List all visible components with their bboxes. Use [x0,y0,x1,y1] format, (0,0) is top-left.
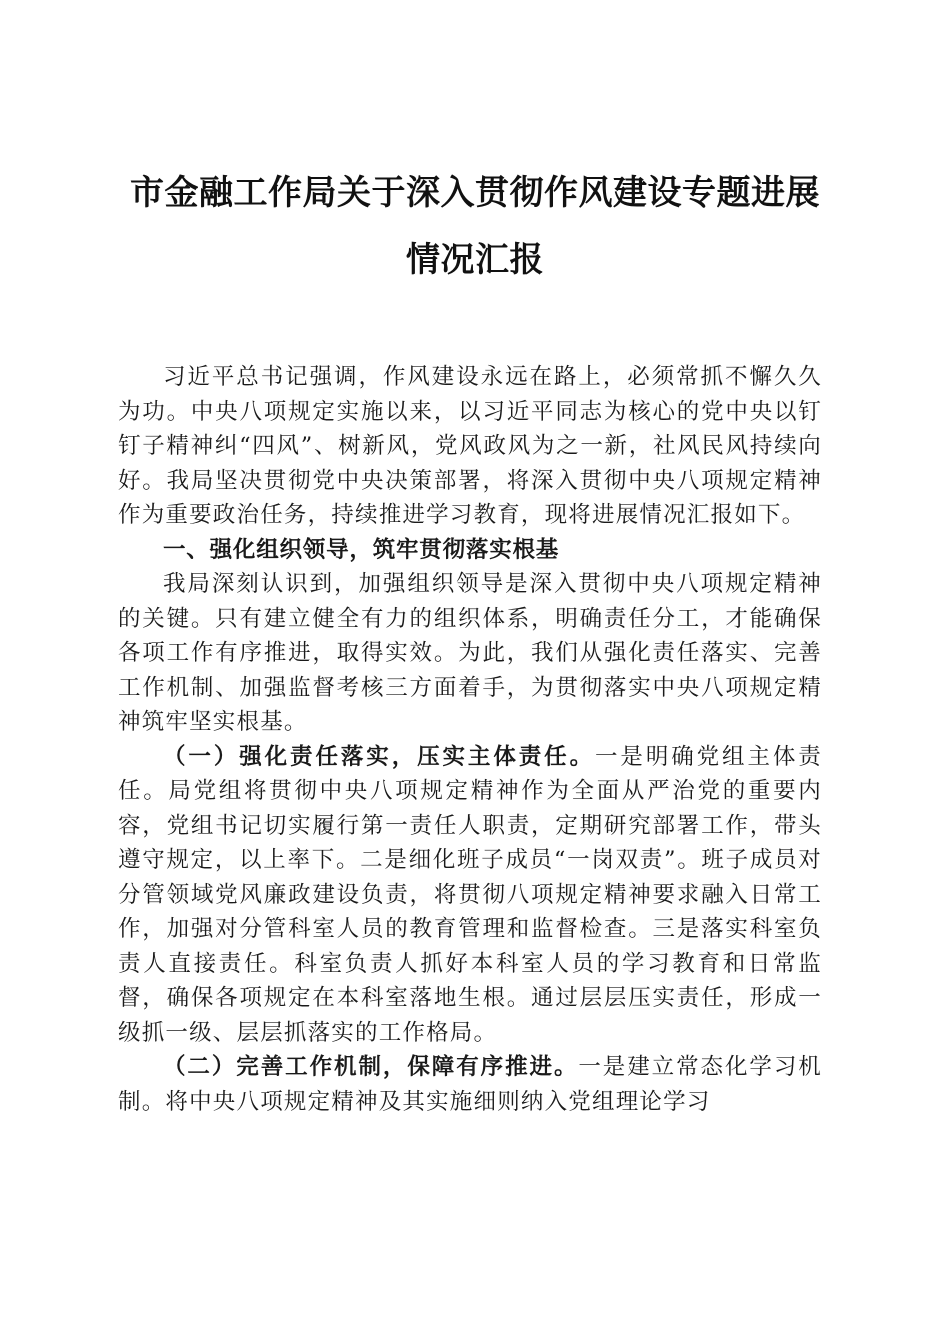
section-1-heading: 一、强化组织领导，筑牢贯彻落实根基 [163,536,560,563]
subsection-2-lead: （二）完善工作机制，保障有序推进。 [163,1054,579,1080]
intro-paragraph: 习近平总书记强调，作风建设永远在路上，必须常抓不懈久久为功。中央八项规定实施以来，以习近平同志为核心的党中央以钉钉子精神纠“四风”、树新风，党风政风为之一新，社风民风持续向好。我局坚决贯彻党中央决策部署，将深入贯彻中央八项规定精神作为重要政治任务，持续推进学习教育，现将进展情况汇报如下。 [118,364,822,528]
document-title-line-1: 市金融工作局关于深入贯彻作风建设专题进展 [130,173,820,213]
document-body [118,360,822,1119]
document-title-line-2: 情况汇报 [406,240,544,280]
subsection-1-lead: （一）强化责任落实，压实主体责任。 [163,743,595,770]
subsection-1-text: 一是明确党组主体责任。局党组将贯彻中央八项规定精神作为全面从严治党的重要内容，党组书记切实履行第一责任人职责，定期研究部署工作，带头遵守规定，以上率下。二是细化班子成员“一岗双责”。班子成员对分管领域党风廉政建设负责，将贯彻八项规定精神要求融入日常工作，加强对分管科室人员的教育管理和监督检查。三是落实科室负责人直接责任。科室负责人抓好本科室人员的学习教育和日常监督，确保各项规定在本科室落地生根。通过层层压实责任，形成一级抓一级、层层抓落实的工作格局。 [118,743,822,1046]
subsection-2-paragraph [118,1050,822,1119]
subsection-2-text: 一是建立常态化学习机制。将中央八项规定精神及其实施细则纳入党组理论学习 [118,1054,822,1115]
subsection-1-paragraph [118,740,822,1051]
section-1-paragraph: 我局深刻认识到，加强组织领导是深入贯彻中央八项规定精神的关键。只有建立健全有力的组织体系，明确责任分工，才能确保各项工作有序推进，取得实效。为此，我们从强化责任落实、完善工作机制、加强监督考核三方面着手，为贯彻落实中央八项规定精神筑牢坚实根基。 [118,571,822,735]
